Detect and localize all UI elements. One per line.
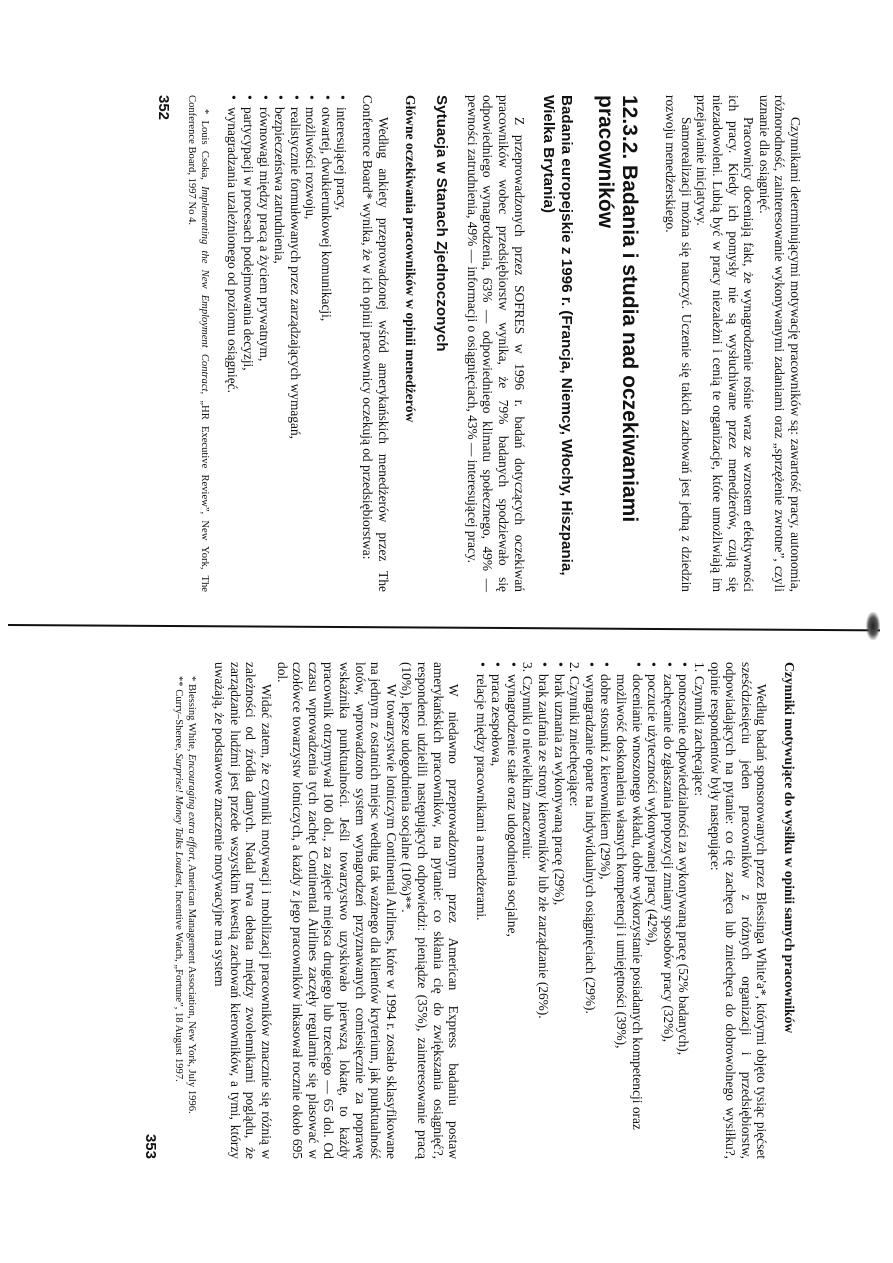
paragraph: Widać zatem, że czynniki motywacji i mobilizacji pracowników znacznie się różnią w zależności od źródła danych. Nadal trwa debata między zwolennikami poglądu, że zarządzanie ludźmi jest przede wszystkim kwestią zachowań kierowników, a tymi, którzy uważają, że podstawowe znaczenie motywacyjne ma system bbox=[212, 662, 274, 1159]
paragraph: Czynnikami determinującymi motywację pracowników są: zawartość pracy, autonomia, różnorodność, zainteresowanie wykonywanymi zadaniami oraz „sprzężenie zwrotne”, czyli uznanie dla osiągnięć. bbox=[756, 95, 803, 592]
list-item: • brak uznania za wykonywaną pracę (29%), bbox=[551, 662, 567, 1159]
list-item: • dobre stosunki z kierownikiem (29%), bbox=[598, 662, 614, 1159]
paragraph: Samorealizacji można się nauczyć. Uczenie się takich zachowań jest jedną z dziedzin rozwoju menedżerskiego. bbox=[663, 95, 694, 592]
section-heading: 12.3.2. Badania i studia nad oczekiwaniami pracowników bbox=[593, 95, 641, 523]
scan-spine-mark bbox=[866, 612, 880, 640]
paragraph: Pracownicy doceniają fakt, że wynagrodzenie rośnie wraz ze wzrostem efektywności ich pracy. Kiedy ich pomysły nie są wysłuchiwane przez menedżerów, czują się niezadowoleni. Lubią być w pracy niezależni i cenią te organizacje, które umożliwiają im przejawianie inicjatywy. bbox=[694, 95, 757, 592]
list-item: • wynagradzanie oparte na indywidualnych osiągnięciach (29%). bbox=[582, 662, 598, 1159]
paragraph: Z przeprowadzonych przez SOFRES w 1996 r. badań dotyczących oczekiwań pracowników wobec przedsiębiorstw wynika, że 79% badanych spodziewało się odpowiedniego wynagrodzenia, 63% — odpowiedniego klimatu społecznego, 49% — pewności zatrudnienia, 49% — informacji o osiągnięciach, 43% — interesującej pracy. bbox=[464, 95, 527, 592]
footnote-author: Blessing White, bbox=[185, 683, 197, 752]
discouraging-factors-list bbox=[536, 662, 567, 1159]
paragraph: W towarzystwie lotniczym Continental Airlines, które w 1994 r. zostało sklasyfikowane na jednym z ostatnich miejsc według tak ważnego dla klientów kryterium, jak punktualność lotów, wprowadzono system wynagrodzeń przyznawanych comiesięcznie za poprawę wskaźnika punktualności. Jeśli towarzystwo uzyskiwało pierwszą lokatę, to każdy pracownik otrzymywał 100 dol., za zajęcie miejsca drugiego lub trzeciego — 65 dol. Od czasu wprowadzenia tych zachęt Continental Airlines zaczęły regularnie się plasować w czołówce towarzystw lotniczych, a każdy z jego pracowników inkasował rocznie około 695 dol. bbox=[274, 662, 399, 1159]
footnote bbox=[172, 662, 185, 1159]
group-number: 1. bbox=[692, 662, 708, 673]
page-number: 352 bbox=[154, 95, 172, 121]
paragraph: W niedawno przeprowadzonym przez American Express badaniu postaw amerykańskich pracowników, na pytanie: co skłania cię do zwiększania osiągnięć?, respondenci udzielili następujących odpowiedzi: pieniądze (35%), zainteresowanie pracą (10%), lepsze udogodnienia socjalne (10%)**. bbox=[399, 662, 462, 1159]
footnotes bbox=[172, 662, 198, 1159]
footnote-title: Implementing the New Employment Contract, bbox=[198, 186, 210, 395]
list-item: • otwartej, dwukierunkowej komunikacji, bbox=[318, 95, 334, 592]
footnote-author: Curry–Sheree, bbox=[172, 689, 184, 751]
paragraph: Według ankiety przeprowadzonej wśród amerykańskich menedżerów przez The Conference Board* wynika, że w ich opinii pracownicy oczekują od przedsiębiorstwa: bbox=[360, 95, 391, 592]
minor-factors-list bbox=[473, 662, 520, 1159]
footnote bbox=[185, 95, 211, 592]
encouraging-factors-list bbox=[582, 662, 691, 1159]
footnote-marker: ** bbox=[172, 676, 184, 687]
list-item: • relacje między pracownikami a menedżerami. bbox=[473, 662, 489, 1159]
european-survey-heading: Badania europejskie z 1996 r. (Francja, Niemcy, Włochy, Hiszpania, Wielka Brytania) bbox=[539, 95, 575, 576]
list-item: • partycypacji w procesach podejmowania decyzji, bbox=[240, 95, 256, 592]
page-352-text-block bbox=[155, 95, 803, 592]
footnote-source: Incentive Watch, „Fortune”, 18 August 1997. bbox=[172, 890, 184, 1082]
list-item: • realistycznie formułowanych przez zarządzających wymagań, bbox=[287, 95, 303, 592]
footnotes bbox=[185, 95, 211, 592]
group-heading bbox=[567, 662, 583, 1159]
page-353-text-block bbox=[142, 662, 803, 1159]
list-item: • ponoszenie odpowiedzialności za wykonywaną pracę (52% badanych), bbox=[676, 662, 692, 1159]
list-item: • praca zespołowa, bbox=[489, 662, 505, 1159]
list-item: • brak zaufania ze strony kierowników lub złe zarządzanie (26%). bbox=[536, 662, 552, 1159]
list-item: • bezpieczeństwa zatrudnienia, bbox=[272, 95, 288, 592]
section-heading: Czynniki motywujące do wysiłku w opinii samych pracowników bbox=[782, 662, 797, 1034]
list-item: • docenianie wnoszonego wkładu, dobre wykorzystanie posiadanych kompetencji oraz możliwość doskonalenia własnych kompetencji i umiejętności (39%), bbox=[613, 662, 644, 1159]
footnote-author: Louis Csoka, bbox=[198, 120, 210, 180]
book-gutter-line bbox=[8, 624, 880, 631]
group-heading bbox=[691, 662, 707, 1159]
list-item: • interesującej pracy, bbox=[334, 95, 350, 592]
footnote bbox=[185, 662, 198, 1159]
footnote-source: American Management Association, New York, July 1996. bbox=[185, 864, 197, 1114]
list-item: • zachęcanie do zgłaszania propozycji zmiany sposobów pracy (32%), bbox=[660, 662, 676, 1159]
footnote-title: Encouraging extra effort, bbox=[185, 754, 197, 863]
list-item: • równowagi między pracą a życiem prywatnym, bbox=[256, 95, 272, 592]
page-number: 353 bbox=[141, 1133, 159, 1159]
group-label: Czynniki zniechęcające: bbox=[567, 676, 583, 807]
book-page-353 bbox=[93, 642, 893, 1162]
group-number: 3. bbox=[520, 662, 536, 673]
footnote-source: „HR Executive Review”, New York, The Conference Board, 1997 No 4. bbox=[185, 95, 210, 592]
group-label: Czynniki zachęcające: bbox=[692, 676, 708, 797]
footnote-marker: * bbox=[198, 109, 210, 115]
footnote-marker: * bbox=[185, 676, 197, 682]
group-heading bbox=[520, 662, 536, 1159]
footnote-title: Surprise! Money Talks Loudest, bbox=[172, 753, 184, 888]
list-item: • wynagradzania uzależnionego od poziomu osiągnięć. bbox=[225, 95, 241, 592]
list-item: • wynagrodzenie stałe oraz udogodnienia socjalne, bbox=[504, 662, 520, 1159]
list-item: • poczucie użyteczności wykonywanej pracy (42%), bbox=[645, 662, 661, 1159]
expectations-list bbox=[225, 95, 350, 592]
book-page-352 bbox=[93, 0, 893, 592]
group-number: 2. bbox=[567, 662, 583, 673]
list-item: • możliwości rozwoju, bbox=[303, 95, 319, 592]
group-label: Czynniki o niewielkim znaczeniu: bbox=[520, 676, 536, 860]
managers-subheading: Główne oczekiwania pracowników w opinii menedżerów bbox=[403, 95, 419, 423]
paragraph: Według badań sponsorowanych przez Blessinga White'a*, którymi objęto tysiąc pięćset sześćdziesięciu jeden pracowników z różnych organizacji i przedsiębiorstw, odpowiadających na pytanie: co cię zachęca lub zniechęca do dobrowolnego wysiłku?, opinie respondentów były następujące: bbox=[707, 662, 770, 1159]
us-section-heading: Sytuacja w Stanach Zjednoczonych bbox=[433, 95, 451, 352]
